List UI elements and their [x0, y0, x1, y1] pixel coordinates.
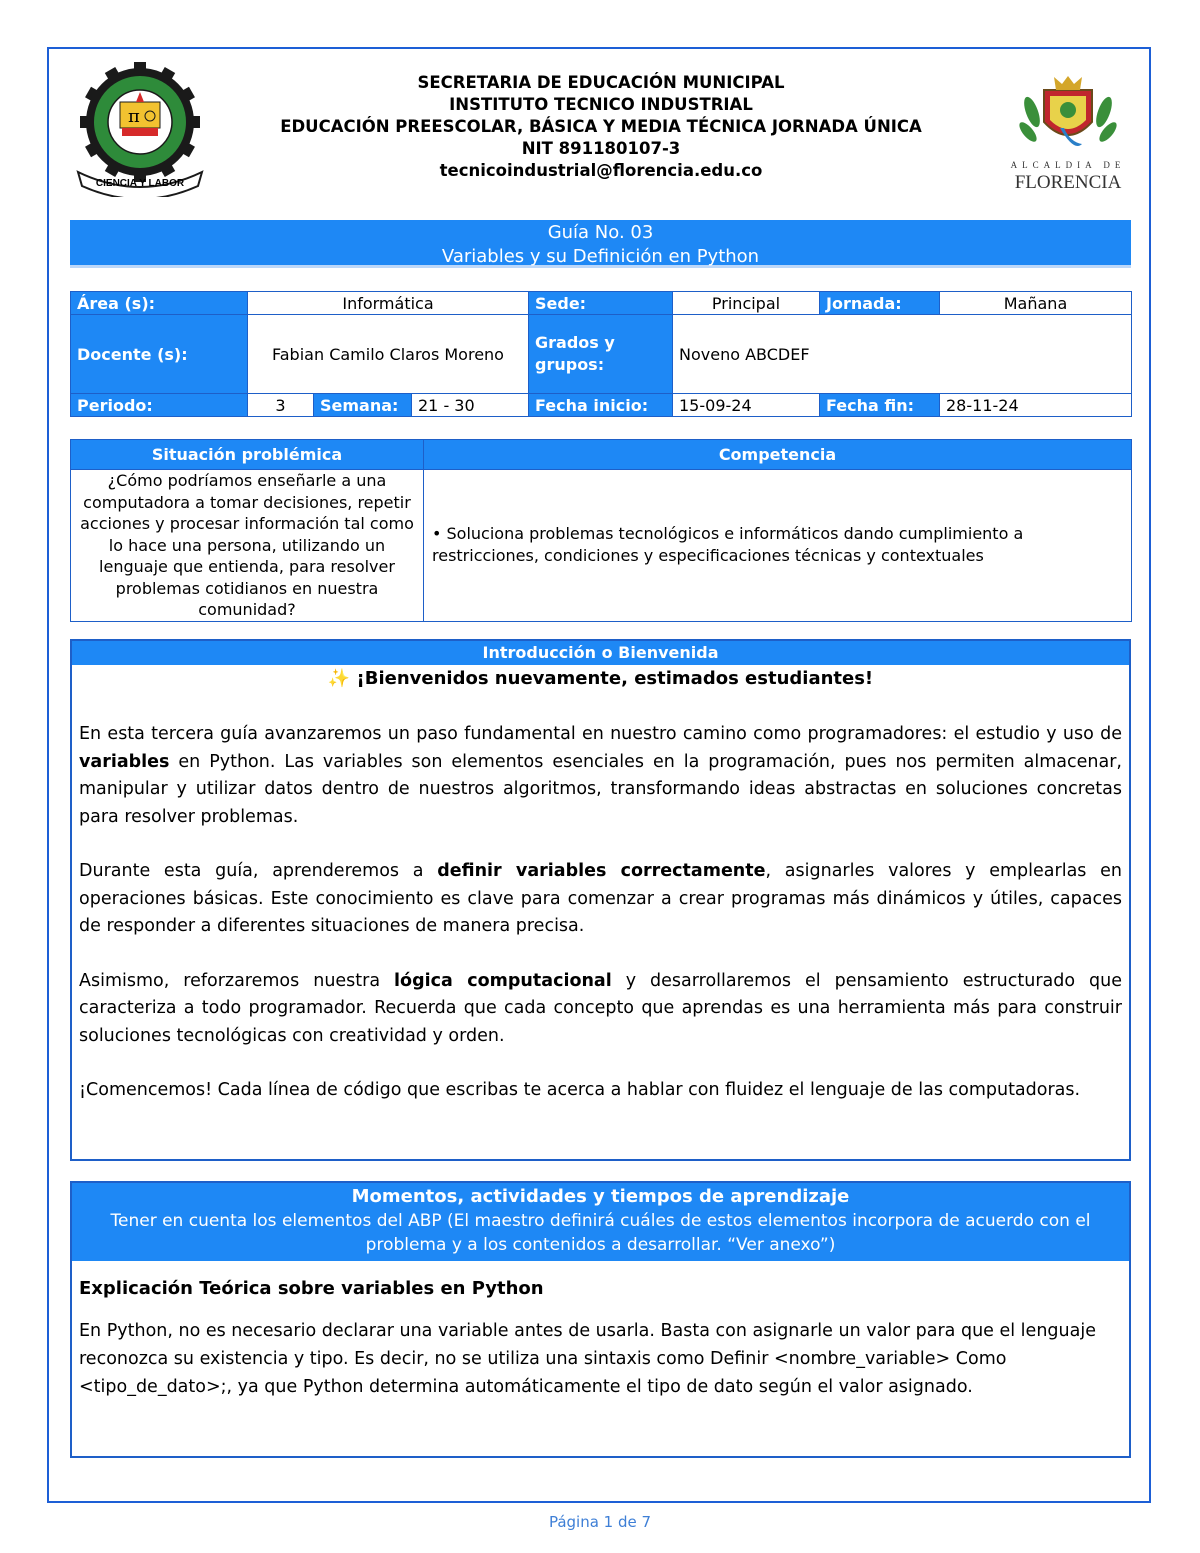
momentos-body: [72, 1275, 1129, 1401]
definir-highlight: definir variables correctamente: [437, 861, 766, 881]
intro-paragraph-3: Asimismo, reforzaremos nuestra lógica computacional y desarrollaremos el pensamiento estructurado que caracteriza a todo programador. Recuerda que cada concepto que aprendas es una herramienta más para construir soluciones tecnológicas con creatividad y orden.: [79, 970, 1122, 1046]
semana-value: 21 - 30: [412, 394, 529, 417]
explicacion-text: En Python, no es necesario declarar una variable antes de usarla. Basta con asignarle un valor para que el lenguaje reconozca su existencia y tipo. Es decir, no se utiliza una sintaxis como Definir <nombre_variable> Como <tipo_de_dato>;, ya que Python determina automáticamente el tipo de dato según el valor asignado.: [79, 1321, 1096, 1397]
intro-welcome: [72, 665, 1129, 693]
situation-table: [70, 439, 1132, 622]
problem-statement: ¿Cómo podríamos enseñarle a una computadora a tomar decisiones, repetir acciones y procesar información tal como lo hace una persona, utilizando un lenguaje que entienda, para resolver problemas cotidianos en nuestra comunidad?: [71, 470, 424, 622]
variables-highlight: variables: [79, 751, 170, 772]
logica-highlight: lógica computacional: [394, 970, 612, 991]
periodo-value: 3: [248, 394, 314, 417]
momentos-section: [70, 1181, 1131, 1458]
fecha-inicio-value: 15-09-24: [673, 394, 820, 417]
jornada-label: Jornada:: [820, 292, 940, 315]
guide-info-table: [70, 291, 1132, 417]
sede-label: Sede:: [529, 292, 673, 315]
intro-paragraph-2: Durante esta guía, aprenderemos a definir variables correctamente, asignarles valores y emplearlas en operaciones básicas. Este conocimiento es clave para comenzar a crear programas más dinámicos y útiles, capaces de responder a diferentes situaciones de manera precisa.: [79, 861, 1122, 936]
svg-text:π: π: [128, 106, 140, 127]
fecha-fin-value: 28-11-24: [940, 394, 1132, 417]
jornada-value: Mañana: [940, 292, 1132, 315]
intro-body: [72, 721, 1129, 1105]
intro-header: Introducción o Bienvenida: [72, 641, 1129, 665]
alcaldia-text: ALCALDIA DE: [1010, 160, 1126, 170]
competencia-text: • Soluciona problemas tecnológicos e informáticos dando cumplimiento a restricciones, condiciones y especificaciones técnicas y contextuales: [424, 470, 1132, 622]
momentos-header: [72, 1183, 1129, 1261]
area-value: Informática: [248, 292, 529, 315]
intro-section: [70, 639, 1131, 1161]
fecha-fin-label: Fecha fin:: [820, 394, 940, 417]
sparkles-icon: ✨: [327, 668, 351, 689]
intro-paragraph-4: ¡Comencemos! Cada línea de código que escribas te acerca a hablar con fluidez el lenguaje de las computadoras.: [79, 1080, 1081, 1100]
header-education: EDUCACIÓN PREESCOLAR, BÁSICA Y MEDIA TÉCNICA JORNADA ÚNICA: [280, 117, 922, 136]
guide-subject: Variables y su Definición en Python: [441, 246, 760, 267]
guide-number: Guía No. 03: [547, 222, 654, 243]
florencia-text: FLORENCIA: [1014, 172, 1122, 193]
docente-value: Fabian Camilo Claros Moreno: [248, 315, 529, 394]
semana-label: Semana:: [314, 394, 412, 417]
alcaldia-logo: [1004, 72, 1132, 197]
header-institute: INSTITUTO TECNICO INDUSTRIAL: [449, 95, 753, 114]
guide-title-bar: [70, 220, 1131, 268]
logo-ribbon-text: CIENCIA Y LABOR: [95, 178, 185, 189]
header-text: [220, 72, 982, 182]
header-nit: NIT 891180107-3: [521, 139, 681, 158]
explicacion-title: Explicación Teórica sobre variables en Python: [79, 1278, 544, 1299]
header-secretaria: SECRETARIA DE EDUCACIÓN MUNICIPAL: [417, 73, 785, 92]
area-label: Área (s):: [71, 292, 248, 315]
header-email: tecnicoindustrial@florencia.edu.co: [439, 161, 763, 180]
competencia-header: Competencia: [424, 440, 1132, 470]
grados-label: Grados y grupos:: [529, 315, 673, 394]
grados-value: Noveno ABCDEF: [673, 315, 1132, 394]
situacion-header: Situación problémica: [71, 440, 424, 470]
intro-paragraph-1: En esta tercera guía avanzaremos un paso fundamental en nuestro camino como programadores: el estudio y uso de variables en Python. Las variables son elementos esenciales en la programación, pues nos permiten almacenar, manipular y utilizar datos dentro de nuestros algoritmos, transformando ideas abstractas en soluciones concretas para resolver problemas.: [79, 724, 1122, 827]
periodo-label: Periodo:: [71, 394, 248, 417]
welcome-text: ¡Bienvenidos nuevamente, estimados estudiantes!: [356, 668, 874, 689]
sede-value: Principal: [673, 292, 820, 315]
momentos-subtitle: Tener en cuenta los elementos del ABP (El maestro definirá cuáles de estos elementos incorpora de acuerdo con el problema y a los contenidos a desarrollar. “Ver anexo”): [110, 1211, 1091, 1255]
fecha-inicio-label: Fecha inicio:: [529, 394, 673, 417]
momentos-title: Momentos, actividades y tiempos de aprendizaje: [351, 1186, 850, 1207]
docente-label: Docente (s):: [71, 315, 248, 394]
document-header: [70, 62, 1132, 202]
page-number: Página 1 de 7: [548, 1513, 652, 1531]
institute-logo: [70, 62, 210, 197]
